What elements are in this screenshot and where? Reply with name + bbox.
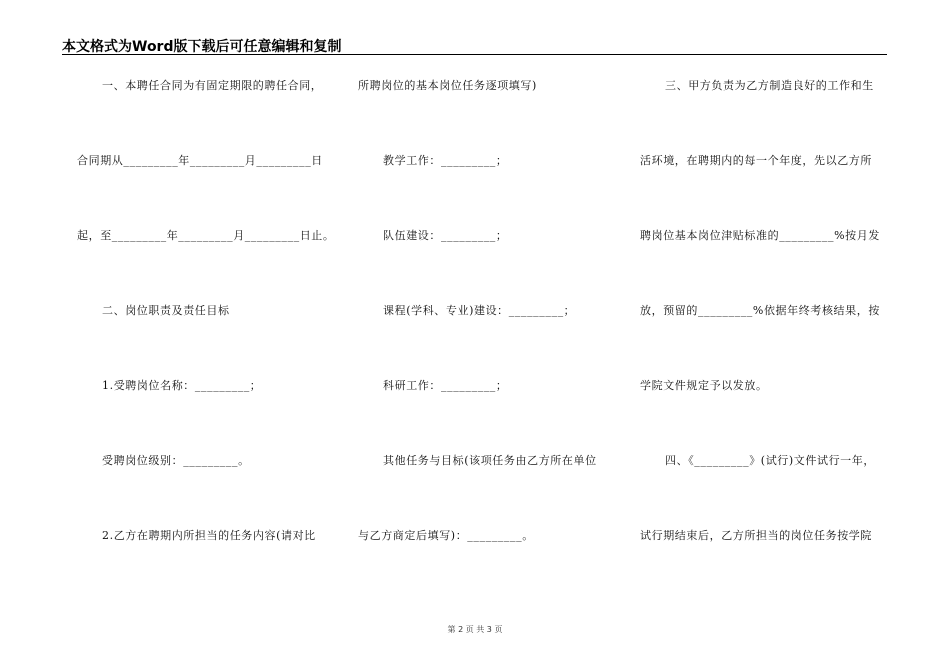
text-line: 其他任务与目标(该项任务由乙方所在单位 <box>383 454 597 467</box>
header-divider <box>62 54 887 55</box>
text-line: 三、甲方负责为乙方制造良好的工作和生 <box>665 79 874 92</box>
text-line: 试行期结束后，乙方所担当的岗位任务按学院 <box>640 529 872 542</box>
text-line: 二、岗位职责及责任目标 <box>102 304 230 317</box>
text-line: 队伍建设：_________； <box>383 229 508 242</box>
text-line: 聘岗位基本岗位津贴标准的_________%按月发 <box>640 229 880 242</box>
text-line: 与乙方商定后填写)：_________。 <box>358 529 534 542</box>
text-line: 学院文件规定予以发放。 <box>640 379 768 392</box>
page-number: 第 2 页 共 3 页 <box>447 625 503 634</box>
text-line: 1.受聘岗位名称：_________； <box>102 379 262 392</box>
text-line: 2.乙方在聘期内所担当的任务内容(请对比 <box>102 529 316 542</box>
document-header-title: 本文格式为Word版下载后可任意编辑和复制 <box>62 39 342 55</box>
text-line: 受聘岗位级别：_________。 <box>102 454 250 467</box>
text-line: 课程(学科、专业)建设：_________； <box>383 304 576 317</box>
text-line: 合同期从_________年_________月_________日 <box>77 154 323 167</box>
text-line: 四、《_________》(试行)文件试行一年， <box>665 454 875 467</box>
text-line: 起，至_________年_________月_________日止。 <box>77 229 335 242</box>
text-line: 科研工作：_________； <box>383 379 508 392</box>
text-line: 放，预留的_________%依据年终考核结果，按 <box>640 304 880 317</box>
text-line: 教学工作：_________； <box>383 154 508 167</box>
text-line: 活环境，在聘期内的每一个年度，先以乙方所 <box>640 154 872 167</box>
text-line: 所聘岗位的基本岗位任务逐项填写) <box>358 79 537 92</box>
text-line: 一、本聘任合同为有固定期限的聘任合同， <box>102 79 323 92</box>
